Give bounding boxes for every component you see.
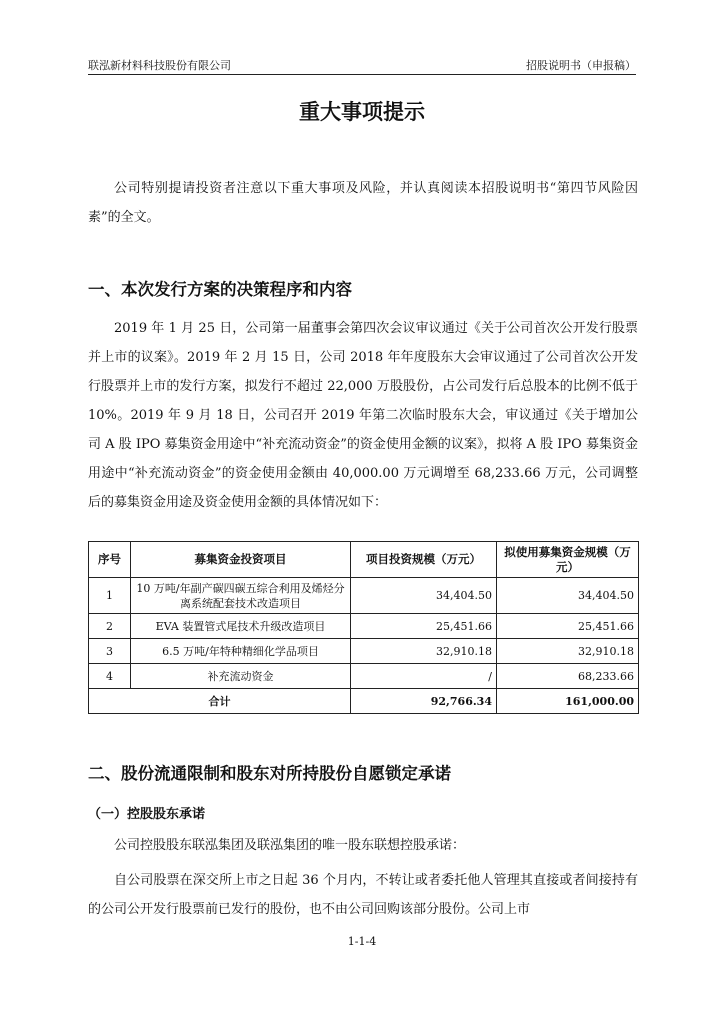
col-header-no: 序号 <box>89 542 131 578</box>
cell-project: 10 万吨/年副产碳四碳五综合利用及烯烃分离系统配套技术改造项目 <box>131 578 351 614</box>
cell-no: 2 <box>89 614 131 639</box>
cell-raised: 68,233.66 <box>497 664 639 689</box>
total-label: 合计 <box>89 689 351 714</box>
header-doc-type: 招股说明书（申报稿） <box>526 59 636 72</box>
col-header-raised: 拟使用募集资金规模（万元） <box>497 542 639 578</box>
cell-no: 1 <box>89 578 131 614</box>
section2-subheading: （一）控股股东承诺 <box>88 807 206 822</box>
fund-usage-table <box>88 541 639 714</box>
section2-heading: 二、股份流通限制和股东对所持股份自愿锁定承诺 <box>88 764 451 783</box>
table-row <box>89 614 639 639</box>
table-header-row <box>89 542 639 578</box>
table-row <box>89 664 639 689</box>
section2-paragraph-2: 自公司股票在深交所上市之日起 36 个月内，不转让或者委托他人管理其直接或者间接持有的公司公开发行股票前已发行的股份，也不由公司回购该部分股份。公司上市 <box>88 873 638 917</box>
total-raised: 161,000.00 <box>497 689 639 714</box>
cell-investment: / <box>351 664 497 689</box>
header-company: 联泓新材料科技股份有限公司 <box>88 59 231 72</box>
section1-paragraph: 2019 年 1 月 25 日，公司第一届董事会第四次会议审议通过《关于公司首次公开发行股票并上市的议案》。2019 年 2 月 15 日，公司 2018 年年度股东大会审议通过了公司首次公开发行股票并上市的发行方案，拟发行不超过 22,000 万股股份，占公司发行后总股本的比例不低于 10%。2019 年 9 月 18 日，公司召开 2019 年第二次临时股东大会，审议通过《关于增加公司 A 股 IPO 募集资金用途中“补充流动资金”的资金使用金额的议案》，拟将 A 股 IPO 募集资金用途中“补充流动资金”的资金使用金额由 40,000.00 万元调增至 68,233.66 万元，公司调整后的募集资金用途及资金使用金额的具体情况如下： <box>88 321 638 510</box>
cell-investment: 32,910.18 <box>351 639 497 664</box>
cell-investment: 34,404.50 <box>351 578 497 614</box>
page-header <box>88 58 636 75</box>
col-header-investment: 项目投资规模（万元） <box>351 542 497 578</box>
table-row <box>89 578 639 614</box>
cell-project: EVA 装置管式尾技术升级改造项目 <box>131 614 351 639</box>
cell-no: 3 <box>89 639 131 664</box>
section2-paragraph-1: 公司控股股东联泓集团及联泓集团的唯一股东联想控股承诺： <box>114 838 466 853</box>
cell-no: 4 <box>89 664 131 689</box>
table-row <box>89 639 639 664</box>
col-header-project: 募集资金投资项目 <box>131 542 351 578</box>
total-investment: 92,766.34 <box>351 689 497 714</box>
table-total-row <box>89 689 639 714</box>
section1-heading: 一、本次发行方案的决策程序和内容 <box>88 280 352 299</box>
cell-raised: 32,910.18 <box>497 639 639 664</box>
cell-project: 6.5 万吨/年特种精细化学品项目 <box>131 639 351 664</box>
cell-project: 补充流动资金 <box>131 664 351 689</box>
page-number: 1-1-4 <box>347 935 377 948</box>
cell-raised: 34,404.50 <box>497 578 639 614</box>
intro-paragraph: 公司特别提请投资者注意以下重大事项及风险，并认真阅读本招股说明书“第四节风险因素”的全文。 <box>88 181 638 225</box>
cell-investment: 25,451.66 <box>351 614 497 639</box>
cell-raised: 25,451.66 <box>497 614 639 639</box>
page-title: 重大事项提示 <box>299 100 425 124</box>
